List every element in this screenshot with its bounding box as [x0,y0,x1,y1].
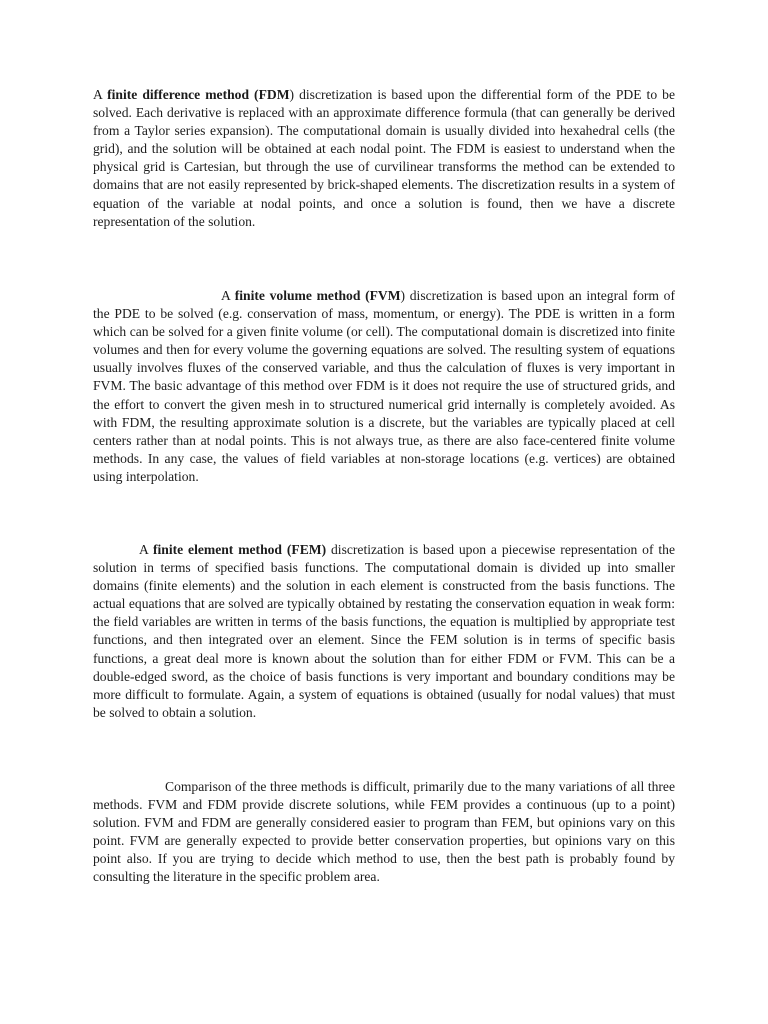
fvm-lead: A [221,288,235,303]
fem-lead: A [139,542,153,557]
paragraph-fdm [93,86,675,231]
fem-body: discretization is based upon a piecewise representation of the solution in terms of specified basis functions. The computational domain is divided up into smaller domains (finite elements) and the solution in each element is constructed from the basis functions. The actual equations that are solved are typically obtained by restating the conservation equation in weak form: the field variables are written in terms of the basis functions, the equation is multiplied by appropriate test functions, and then integrated over an element. Since the FEM solution is in terms of specific basis functions, a great deal more is known about the solution than for either FDM or FVM. This can be a double-edged sword, as the choice of basis functions is very important and boundary conditions may be more difficult to formulate. Again, a system of equations is obtained (usually for nodal values) that must be solved to obtain a solution. [93,542,675,720]
paragraph-fvm [93,287,675,486]
fvm-term: finite volume method (FVM [234,288,401,303]
paragraph-comparison [93,778,675,887]
fdm-lead: A [93,87,108,102]
fvm-body: ) discretization is based upon an integral form of the PDE to be solved (e.g. conservation of mass, momentum, or energy). The PDE is written in a form which can be solved for a given finite volume (or cell). The computational domain is discretized into finite volumes and then for every volume the governing equations are solved. The resulting system of equations usually involves fluxes of the conserved variable, and thus the calculation of fluxes is very important in FVM. The basic advantage of this method over FDM is it does not require the use of structured grids, and the effort to convert the given mesh in to structured numerical grid internally is completely avoided. As with FDM, the resulting approximate solution is a discrete, but the variables are typically placed at cell centers rather than at nodal points. This is not always true, as there are also face-centered finite volume methods. In any case, the values of field variables at non-storage locations (e.g. vertices) are obtained using interpolation. [93,288,675,484]
fdm-body: ) discretization is based upon the differential form of the PDE to be solved. Each derivative is replaced with an approximate difference formula (that can generally be derived from a Taylor series expansion). The computational domain is usually divided into hexahedral cells (the grid), and the solution will be obtained at each nodal point. The FDM is easiest to understand when the physical grid is Cartesian, but through the use of curvilinear transforms the method can be extended to domains that are not easily represented by brick-shaped elements. The discretization results in a system of equation of the variable at nodal points, and once a solution is found, then we have a discrete representation of the solution. [93,87,675,229]
fdm-term: finite difference method (FDM [107,87,290,102]
fem-term: finite element method (FEM) [152,542,327,557]
comparison-body: Comparison of the three methods is difficult, primarily due to the many variations of all three methods. FVM and FDM provide discrete solutions, while FEM provides a continuous (up to a point) solution. FVM and FDM are generally considered easier to program than FEM, but opinions vary on this point. FVM are generally expected to provide better conservation properties, but opinions vary on this point also. If you are trying to decide which method to use, then the best path is probably found by consulting the literature in the specific problem area. [93,779,675,885]
paragraph-fem [93,541,675,722]
